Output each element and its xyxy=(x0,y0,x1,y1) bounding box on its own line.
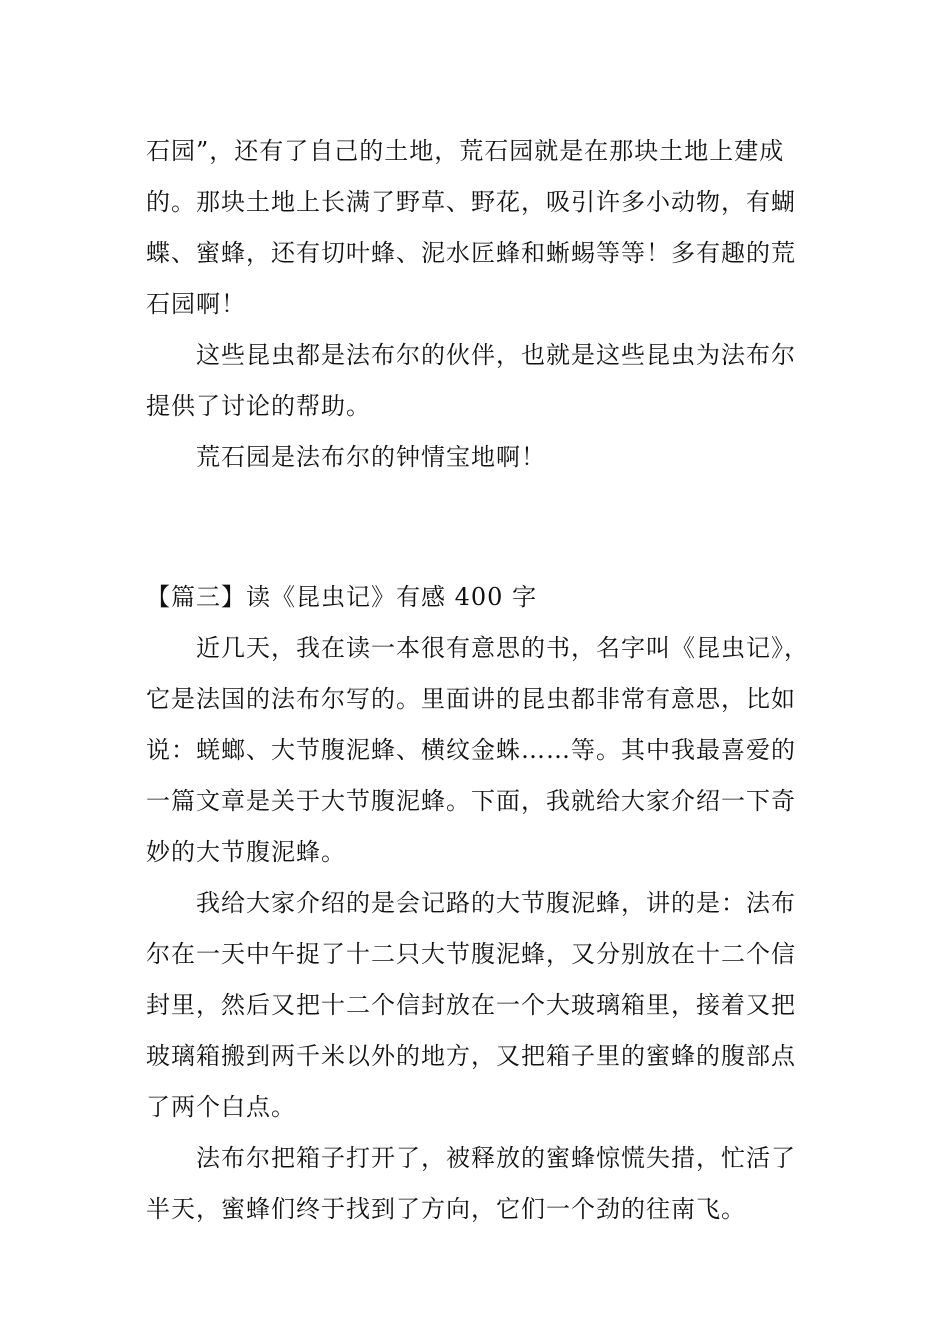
paragraph: 法布尔把箱子打开了，被释放的蜜蜂惊慌失措，忙活了半天，蜜蜂们终于找到了方向，它们一个劲的往南飞。 xyxy=(146,1144,796,1223)
section-continued-text xyxy=(146,126,811,483)
section-three xyxy=(146,572,811,1235)
paragraph: 荒石园是法布尔的钟情宝地啊！ xyxy=(196,443,546,471)
section-heading: 【篇三】读《昆虫记》有感 400 字 xyxy=(146,583,538,611)
paragraph: 我给大家介绍的是会记路的大节腹泥蜂，讲的是：法布尔在一天中午捉了十二只大节腹泥蜂，又分别放在十二个信封里，然后又把十二个信封放在一个大玻璃箱里，接着又把玻璃箱搬到两千米以外的地方，又把箱子里的蜜蜂的腹部点了两个白点。 xyxy=(146,889,796,1121)
paragraph: 石园”，还有了自己的土地，荒石园就是在那块土地上建成的。那块土地上长满了野草、野花，吸引许多小动物，有蝴蝶、蜜蜂，还有切叶蜂、泥水匠蜂和蜥蜴等等！多有趣的荒石园啊！ xyxy=(146,137,796,318)
paragraph: 这些昆虫都是法布尔的伙伴，也就是这些昆虫为法布尔提供了讨论的帮助。 xyxy=(146,341,796,420)
paragraph: 近几天，我在读一本很有意思的书，名字叫《昆虫记》，它是法国的法布尔写的。里面讲的昆虫都非常有意思，比如说：蜣螂、大节腹泥蜂、横纹金蛛……等。其中我最喜爱的一篇文章是关于大节腹泥蜂。下面，我就给大家介绍一下奇妙的大节腹泥蜂。 xyxy=(146,634,809,866)
